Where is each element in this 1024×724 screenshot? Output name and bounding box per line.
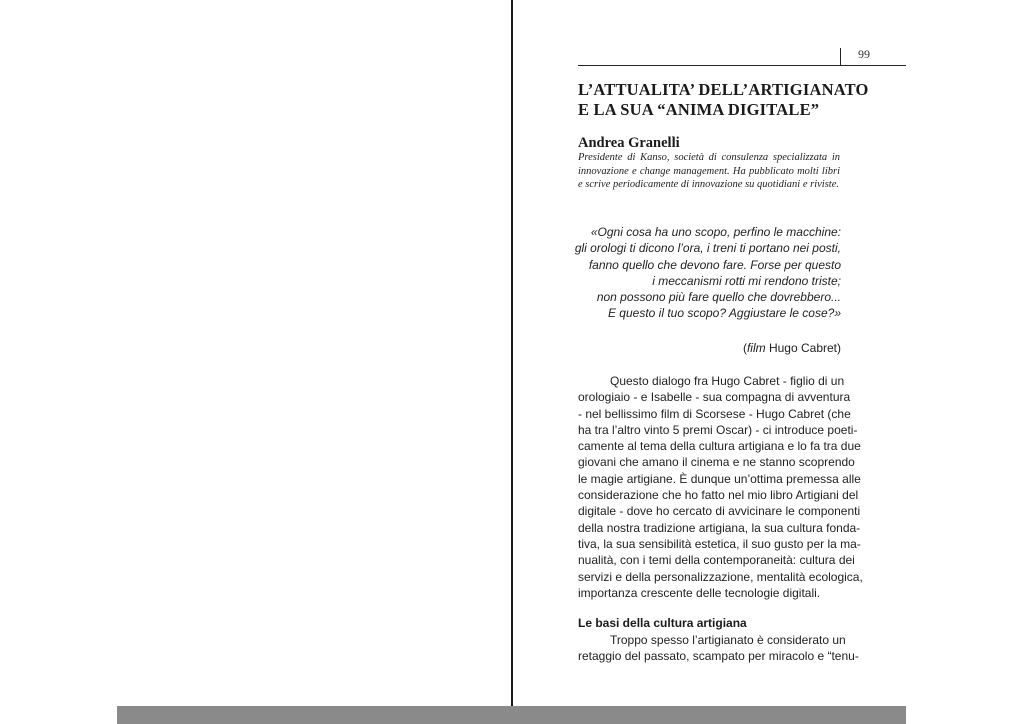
epigraph-quote — [560, 224, 841, 322]
body-line: considerazione che ho fatto nel mio libro Artigiani del — [578, 488, 859, 503]
body-line: servizi e della personalizzazione, mentalità ecologica, — [578, 569, 863, 584]
quote-source — [620, 341, 841, 355]
body-line: digitale - dove ho cercato di avvicinare le componenti — [578, 504, 861, 519]
book-spine — [511, 0, 513, 724]
quote-line: gli orologi ti dicono l’ora, i treni ti portano nei posti, — [574, 241, 841, 256]
bio-line: e scrive periodicamente di innovazione su quotidiani e riviste. — [578, 179, 839, 190]
title-line: L’ATTUALITA’ DELL’ARTIGIANATO — [578, 80, 869, 99]
section-paragraph — [578, 632, 859, 665]
title-line: E LA SUA “ANIMA DIGITALE” — [578, 100, 820, 119]
quote-line: «Ogni cosa ha uno scopo, perfino le macchine: — [590, 225, 841, 239]
source-name: Hugo Cabret) — [765, 341, 841, 355]
quote-line: non possono più fare quello che dovrebbero... — [596, 290, 841, 305]
page-number: 99 — [858, 47, 870, 61]
author-bio — [578, 151, 840, 192]
body-line: ha tra l’altro vinto 5 premi Oscar) - ci introduce poeti- — [578, 422, 858, 437]
body-line: - nel bellissimo film di Scorsese - Hugo Cabret (che — [578, 406, 851, 421]
bio-line: Presidente di Kanso, società di consulenza specializzata in — [578, 152, 840, 163]
body-line: importanza crescente delle tecnologie digitali. — [578, 585, 821, 600]
body-line: tiva, la sua sensibilità estetica, il suo gusto per la ma- — [578, 536, 861, 551]
section-line: Troppo spesso l’artigianato è considerato un — [610, 633, 846, 647]
body-line: Questo dialogo fra Hugo Cabret - figlio di un — [610, 374, 845, 388]
body-line: della nostra tradizione artigiana, la sua cultura fonda- — [578, 520, 861, 535]
quote-line: E questo il tuo scopo? Aggiustare le cose?» — [607, 306, 841, 321]
body-line: le magie artigiane. È dunque un’ottima premessa alle — [578, 471, 861, 486]
body-paragraph — [578, 373, 863, 601]
body-line: orologiaio - e Isabelle - sua compagna di avventura — [578, 390, 851, 405]
source-film-label: film — [746, 341, 766, 355]
section-line: retaggio del passato, scampato per miracolo e “tenu- — [578, 649, 859, 664]
article-title — [578, 80, 878, 120]
section-heading: Le basi della cultura artigiana — [578, 616, 747, 630]
body-line: camente al tema della cultura artigiana e lo fa tra due — [578, 439, 861, 454]
author-name: Andrea Granelli — [578, 135, 680, 151]
body-line: giovani che amano il cinema e ne stanno scoprendo — [578, 455, 855, 470]
quote-line: fanno quello che devono fare. Forse per questo — [588, 257, 841, 272]
page-bottom-bar — [117, 706, 906, 724]
quote-line: i meccanismi rotti mi rendono triste; — [652, 273, 841, 288]
source-open-paren: ( — [742, 341, 747, 355]
body-line: nualità, con i temi della contemporaneità: cultura dei — [578, 553, 855, 568]
header-rule — [578, 65, 906, 66]
header-tick — [840, 48, 841, 65]
bio-line: innovazione e change management. Ha pubblicato molti libri — [578, 165, 840, 177]
